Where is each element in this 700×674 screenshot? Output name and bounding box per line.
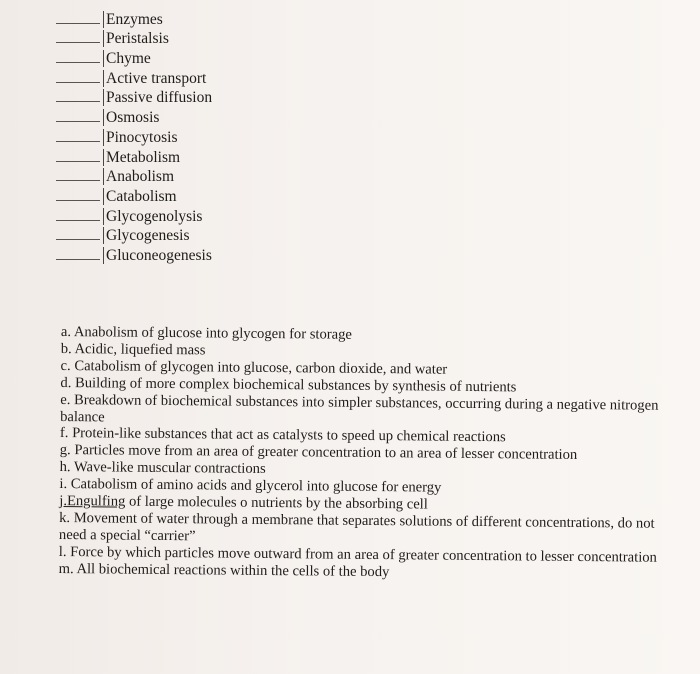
definition-item: k. Movement of water through a membrane that separates solutions of different concentrations, do not need a special “carrier” [58,509,655,545]
definition-item: i. Catabolism of amino acids and glycerol into glucose for energy [59,476,442,496]
definition-item: b. Acidic, liquefied mass [60,340,206,359]
term-label: Peristalsis [103,30,169,47]
answer-blank[interactable] [56,140,100,142]
term-row [56,205,316,225]
term-label: Enzymes [103,11,163,28]
term-label: Active transport [103,70,206,87]
definition-item: h. Wave-like muscular contractions [59,459,266,478]
terms-list [56,8,316,264]
answer-blank[interactable] [56,61,100,63]
definition-item: g. Particles move from an area of greater concentration to an area of lesser concentration [59,442,578,464]
term-label: Glycogenolysis [103,208,202,225]
term-row [56,47,316,67]
term-label: Passive diffusion [103,89,212,106]
definition-item: c. Catabolism of glycogen into glucose, carbon dioxide, and water [60,357,448,378]
term-row [56,185,316,205]
definition-item: f. Protein-like substances that act as catalysts to speed up chemical reactions [59,425,506,446]
term-row [56,244,316,264]
definition-underlined-prefix: j.Engulfing [59,493,126,510]
term-label: Metabolism [103,149,180,166]
answer-blank[interactable] [56,160,100,162]
definition-item: m. All biochemical reactions within the cells of the body [58,560,390,580]
term-label: Anabolism [103,168,174,185]
term-label: Pinocytosis [103,129,177,146]
definition-item: a. Anabolism of glucose into glycogen for storage [60,324,352,343]
term-row [56,106,316,126]
answer-blank[interactable] [56,81,100,83]
definitions-list [59,324,686,584]
term-row [56,8,316,28]
term-row [56,67,316,87]
term-row [56,87,316,107]
term-row [56,166,316,186]
term-label: Osmosis [103,109,159,126]
term-row [56,28,316,48]
answer-blank[interactable] [56,238,100,240]
term-label: Catabolism [103,188,177,205]
definition-item: e. Breakdown of biochemical substances into simpler substances, occurring during a negative nitrogen balance [60,391,659,425]
definition-rest: of large molecules o nutrients by the absorbing cell [125,493,428,513]
term-row [56,146,316,166]
definition-item: l. Force by which particles move outward from an area of greater concentration to lesser concentration [58,543,657,566]
term-label: Chyme [103,50,151,67]
term-label: Glycogenesis [103,227,190,244]
term-row [56,126,316,146]
answer-blank[interactable] [56,41,100,43]
term-row [56,225,316,245]
answer-blank[interactable] [56,120,100,122]
term-label: Gluconeogenesis [103,247,212,264]
answer-blank[interactable] [56,100,100,102]
answer-blank[interactable] [56,179,100,181]
definition-item: d. Building of more complex biochemical substances by synthesis of nutrients [60,374,517,396]
answer-blank[interactable] [56,219,100,221]
answer-blank[interactable] [56,199,100,201]
answer-blank[interactable] [56,258,100,260]
answer-blank[interactable] [56,22,100,24]
